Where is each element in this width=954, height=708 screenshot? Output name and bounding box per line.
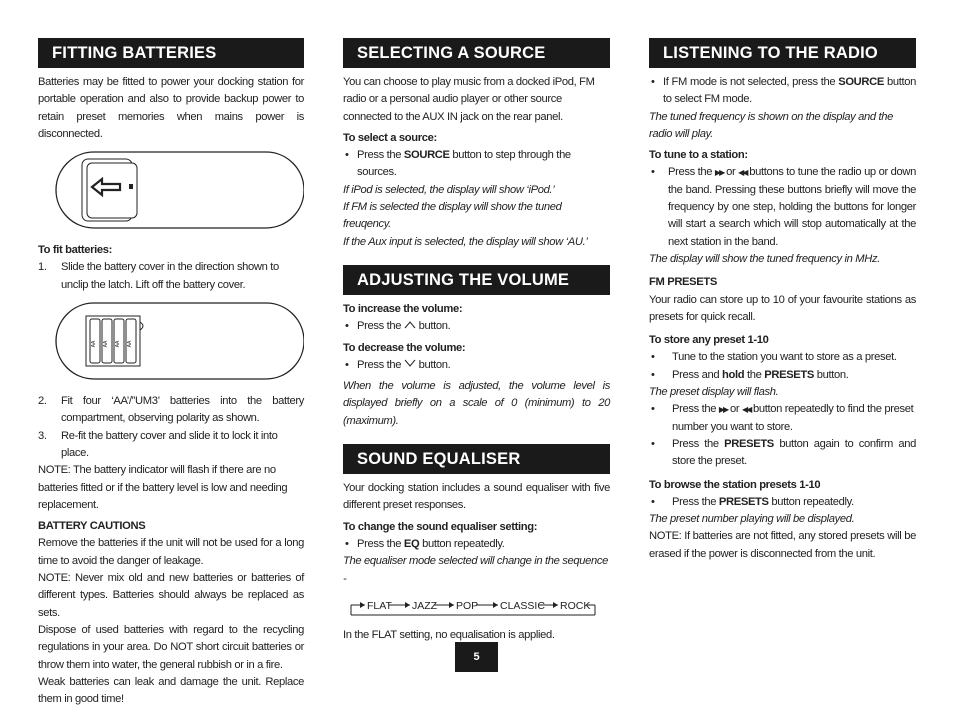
- increase-volume-bullet: [343, 318, 610, 335]
- battery-indicator-note: NOTE: The battery indicator will flash if there are no batteries fitted or if the battery level is low and needing replacement.: [38, 464, 288, 511]
- text: button repeatedly.: [768, 495, 854, 508]
- eq-sequence-diagram: [343, 594, 610, 623]
- column-fitting-batteries: [38, 38, 304, 708]
- source-key: SOURCE: [403, 149, 450, 162]
- tune-station-heading: To tune to a station:: [649, 149, 748, 162]
- text: button to select FM mode.: [663, 76, 916, 106]
- text: Press the: [357, 320, 404, 333]
- eq-intro: Your docking station includes a sound equaliser with five different preset responses.: [343, 482, 610, 512]
- bullet: •: [651, 403, 655, 416]
- text: or: [727, 403, 742, 416]
- store-step-3: [649, 401, 916, 436]
- bullet: •: [651, 351, 655, 364]
- fit-batteries-heading: To fit batteries:: [38, 244, 113, 257]
- section-header-selecting-source: SELECTING A SOURCE: [343, 38, 610, 68]
- browse-presets-heading: To browse the station presets 1-10: [649, 478, 821, 491]
- bullet: •: [651, 495, 655, 508]
- hold-text: hold: [721, 368, 745, 381]
- text: If FM mode is not selected, press the: [663, 76, 839, 88]
- store-step-4: [649, 436, 916, 471]
- step-1-number: 1.: [38, 261, 47, 274]
- eq-mode-label: POP: [456, 599, 479, 612]
- preset-flash-note: The preset display will flash.: [649, 386, 779, 399]
- step-2-text: Fit four ‘AA’/”UM3’ batteries into the battery compartment, observing polarity as shown.: [61, 395, 304, 425]
- eq-sequence-arrow: [405, 602, 410, 608]
- eq-heading: To change the sound equaliser setting:: [343, 520, 538, 533]
- caution-4: Weak batteries can leak and damage the unit. Replace them in good time!: [38, 675, 304, 706]
- eq-mode-label: ROCK: [560, 599, 591, 612]
- step-1: [38, 259, 304, 294]
- eq-mode-label: JAZZ: [412, 599, 438, 612]
- bullet: •: [651, 166, 655, 179]
- caution-2: NOTE: Never mix old and new batteries or batteries of different types. Batteries should always be replaced as sets.: [38, 572, 304, 619]
- text: Press the: [357, 149, 404, 162]
- section-header-fitting-batteries: FITTING BATTERIES: [38, 38, 304, 68]
- eq-bullet: [343, 536, 610, 553]
- bullet: •: [345, 537, 349, 550]
- select-source-heading: To select a source:: [343, 131, 437, 144]
- step-2-number: 2.: [38, 395, 47, 408]
- eq-mode-label: CLASSIC: [500, 599, 545, 612]
- bullet: •: [651, 437, 655, 450]
- text: Press the: [672, 437, 725, 450]
- eq-sequence-note: The equaliser mode selected will change in the sequence -: [343, 555, 608, 585]
- text: Press and: [672, 368, 722, 381]
- bullet: •: [651, 76, 655, 88]
- battery-compartment-diagram: [38, 302, 304, 387]
- source-key: SOURCE: [838, 76, 884, 88]
- store-preset-heading: To store any preset 1-10: [649, 334, 769, 347]
- volume-down-icon: [404, 359, 416, 368]
- tuned-frequency-note: The tuned frequency is shown on the display and the radio will play.: [649, 110, 893, 140]
- eq-sequence-arrow: [553, 602, 558, 608]
- step-2: [38, 393, 304, 428]
- fm-note: If FM is selected the display will show the tuned freuqency.: [343, 201, 562, 231]
- eq-sequence-arrow: [360, 602, 365, 608]
- text: button repeatedly.: [419, 537, 505, 550]
- aux-note: If the Aux input is selected, the display will show ‘AU.’: [343, 235, 588, 248]
- text: Press the: [672, 403, 719, 416]
- text: button.: [415, 358, 451, 371]
- battery-label: AA: [91, 340, 97, 348]
- text: or: [723, 166, 739, 179]
- text: Press the: [357, 358, 404, 371]
- volume-up-icon: [404, 320, 416, 329]
- presets-intro: Your radio can store up to 10 of your favourite stations as presets for quick recall.: [649, 293, 916, 323]
- battery-label: AA: [103, 340, 109, 348]
- decrease-volume-heading: To decrease the volume:: [343, 341, 466, 354]
- decrease-volume-bullet: [343, 357, 610, 374]
- text: buttons to tune the radio up or down the band. Pressing these buttons briefly will move the frequency by one step, holding the buttons for longer will start a search which will stop automatically at the next station in the band.: [668, 166, 916, 248]
- rewind-icon: ◀◀: [741, 405, 751, 415]
- bullet: •: [345, 320, 349, 333]
- presets-erased-note: NOTE: If batteries are not fitted, any stored presets will be erased if the power is disconnected from the unit.: [649, 530, 916, 560]
- section-header-sound-equaliser: SOUND EQUALISER: [343, 444, 610, 474]
- battery-cover-diagram: [38, 151, 304, 236]
- text: button repeatedly to find the preset number you want to store.: [672, 403, 914, 433]
- caution-1: Remove the batteries if the unit will not be used for a long time to avoid the danger of leakage.: [38, 537, 304, 567]
- section-header-adjusting-volume: ADJUSTING THE VOLUME: [343, 265, 610, 295]
- eq-sequence-arrow: [493, 602, 498, 608]
- increase-volume-heading: To increase the volume:: [343, 302, 463, 315]
- browse-bullet: [649, 494, 916, 511]
- step-3-text: Re-fit the battery cover and slide it to lock it into place.: [61, 429, 278, 459]
- caution-3: Dispose of used batteries with regard to the recycling regulations in your area. Do NOT short circuit batteries or throw them into water, the general rubbish or in a fire.: [38, 623, 304, 671]
- tune-bullet: [649, 164, 916, 250]
- text: button to step through the sources.: [357, 149, 571, 179]
- eq-key: EQ: [403, 537, 420, 550]
- text: Press the: [672, 495, 719, 508]
- select-source-bullet: [343, 147, 610, 182]
- text: button.: [814, 368, 849, 381]
- section-header-listening-radio: LISTENING TO THE RADIO: [649, 38, 916, 68]
- mhz-note: The display will show the tuned frequency in MHz.: [649, 252, 880, 265]
- flat-note: In the FLAT setting, no equalisation is applied.: [343, 628, 555, 641]
- text: Press the: [357, 537, 404, 550]
- ipod-note: If iPod is selected, the display will show ‘iPod.’: [343, 183, 555, 196]
- text: Press the: [668, 166, 715, 179]
- page-number: 5: [455, 642, 498, 672]
- preset-number-note: The preset number playing will be displayed.: [649, 513, 855, 526]
- eq-sequence-arrow: [449, 602, 454, 608]
- step-3: [38, 428, 304, 463]
- column-source-volume-eq: [343, 38, 610, 644]
- battery-label: AA: [115, 340, 121, 348]
- text: button again to confirm and store the preset.: [672, 437, 916, 468]
- rewind-icon: ◀◀: [738, 168, 747, 178]
- fm-presets-heading: FM PRESETS: [649, 276, 717, 289]
- bullet: •: [345, 358, 349, 371]
- presets-key: PRESETS: [764, 368, 815, 381]
- batteries-intro: Batteries may be fitted to power your docking station for portable operation and also to provide backup power to retain preset memories when mains power is disconnected.: [38, 76, 304, 140]
- battery-cautions-heading: BATTERY CAUTIONS: [38, 520, 146, 533]
- text: the: [744, 368, 765, 381]
- presets-key: PRESETS: [724, 437, 774, 450]
- fast-forward-icon: ▶▶: [714, 168, 724, 178]
- bullet: •: [345, 149, 349, 162]
- source-intro: You can choose to play music from a docked iPod, FM radio or a personal audio player or other source connected to the AUX IN jack on the rear panel.: [343, 76, 595, 123]
- bullet: •: [651, 368, 655, 381]
- fast-forward-icon: ▶▶: [718, 405, 728, 415]
- column-listening-radio: [649, 38, 916, 563]
- eq-mode-label: FLAT: [367, 599, 392, 612]
- battery-label: AA: [127, 340, 133, 348]
- text: Tune to the station you want to store as a preset.: [672, 351, 897, 364]
- fm-mode-bullet: [649, 74, 916, 109]
- step-3-number: 3.: [38, 429, 47, 442]
- volume-level-note: When the volume is adjusted, the volume level is displayed briefly on a scale of 0 (minimum) to 20 (maximum).: [343, 380, 610, 427]
- presets-key: PRESETS: [718, 495, 769, 508]
- store-step-2: [649, 367, 916, 384]
- step-1-text: Slide the battery cover in the direction shown to unclip the latch. Lift off the battery cover.: [61, 261, 279, 291]
- store-step-1: [649, 349, 916, 366]
- text: button.: [415, 320, 451, 333]
